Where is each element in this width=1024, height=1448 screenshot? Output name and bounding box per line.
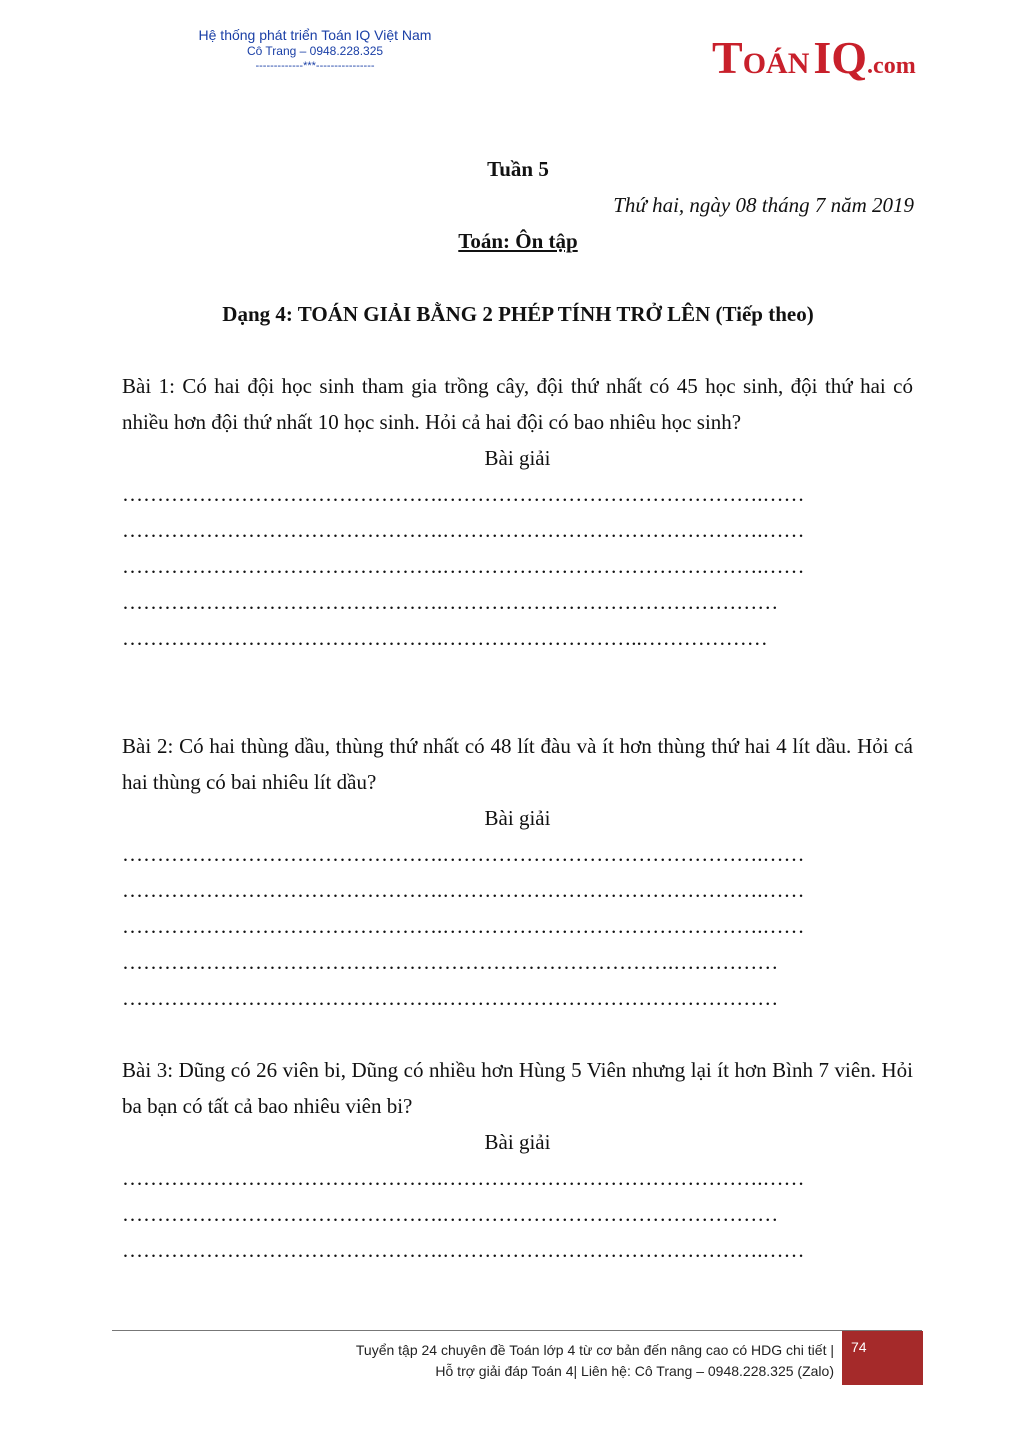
footer-text	[356, 1340, 834, 1382]
answer-line: ……………………………………….……………………………………….……	[122, 482, 805, 506]
problem-3-text: Bài 3: Dũng có 26 viên bi, Dũng có nhiều hơn Hùng 5 Viên nhưng lại ít hơn Bình 7 viên. Hỏi ba bạn có tất cả bao nhiêu viên bi?	[122, 1058, 913, 1118]
problem-2-solution-label: Bài giải	[484, 806, 551, 830]
logo-part2: OÁN	[742, 47, 810, 80]
logo-part1: T	[712, 32, 743, 83]
footer-line-2: Hỗ trợ giải đáp Toán 4| Liên hệ: Cô Trang – 0948.228.325 (Zalo)	[435, 1363, 834, 1379]
answer-line: ……………………………………….……………………………………….……	[122, 914, 805, 938]
answer-line: ……………………………………….……………………………………….……	[122, 518, 805, 542]
logo-part4: .com	[867, 53, 916, 79]
toan-iq-logo	[712, 28, 916, 88]
answer-line: ……………………………………….…………………………………………	[122, 590, 779, 614]
problem-1-solution-label: Bài giải	[484, 446, 551, 470]
problem-type-heading: Dạng 4: TOÁN GIẢI BẰNG 2 PHÉP TÍNH TRỞ LÊN (Tiếp theo)	[222, 302, 814, 326]
page-number: 74	[851, 1339, 867, 1355]
answer-line: ……………………………………….……………………………………….……	[122, 1166, 805, 1190]
problem-3-solution-label: Bài giải	[484, 1130, 551, 1154]
header-org-block	[160, 26, 470, 73]
problem-1-text: Bài 1: Có hai đội học sinh tham gia trồng cây, đội thứ nhất có 45 học sinh, đội thứ hai có nhiều hơn đội thứ nhất 10 học sinh. Hỏi cả hai đội có bao nhiêu học sinh?	[122, 374, 913, 434]
problem-1	[122, 368, 913, 656]
header-contact: Cô Trang – 0948.228.325	[246, 44, 384, 58]
problem-2-text: Bài 2: Có hai thùng dầu, thùng thứ nhất có 48 lít đàu và ít hơn thùng thứ hai 4 lít dầu. Hỏi cá hai thùng có bai nhiêu lít dầu?	[122, 734, 913, 794]
answer-line: ……………………………………….……………………………………….……	[122, 1238, 805, 1262]
answer-line: ……………………………………….……………………………………….……	[122, 878, 805, 902]
answer-line: ……………………………………….…………………………………………	[122, 1202, 779, 1226]
answer-line: ……………………………………….………………………..………………	[122, 626, 768, 650]
subject-title: Toán: Ôn tập	[458, 229, 578, 253]
header-divider: -------------***----------------	[255, 60, 375, 72]
answer-line: ……………………………………….……………………………………….……	[122, 554, 805, 578]
footer-line-1: Tuyển tập 24 chuyên đề Toán lớp 4 từ cơ bản đến nâng cao có HDG chi tiết |	[355, 1342, 834, 1358]
header-org: Hệ thống phát triển Toán IQ Việt Nam	[198, 27, 432, 43]
answer-line: ……………………………………….……………………………………….……	[122, 842, 805, 866]
problem-3	[122, 1052, 913, 1268]
lesson-date: Thứ hai, ngày 08 tháng 7 năm 2019	[613, 193, 914, 217]
answer-line: …………………………………………………………………….……………	[122, 950, 779, 974]
problem-2	[122, 728, 913, 1016]
logo-part3: IQ	[813, 32, 868, 83]
footer-divider	[112, 1330, 922, 1331]
page-number-box	[842, 1331, 923, 1385]
answer-line: ……………………………………….…………………………………………	[122, 986, 779, 1010]
week-title: Tuần 5	[487, 157, 549, 181]
